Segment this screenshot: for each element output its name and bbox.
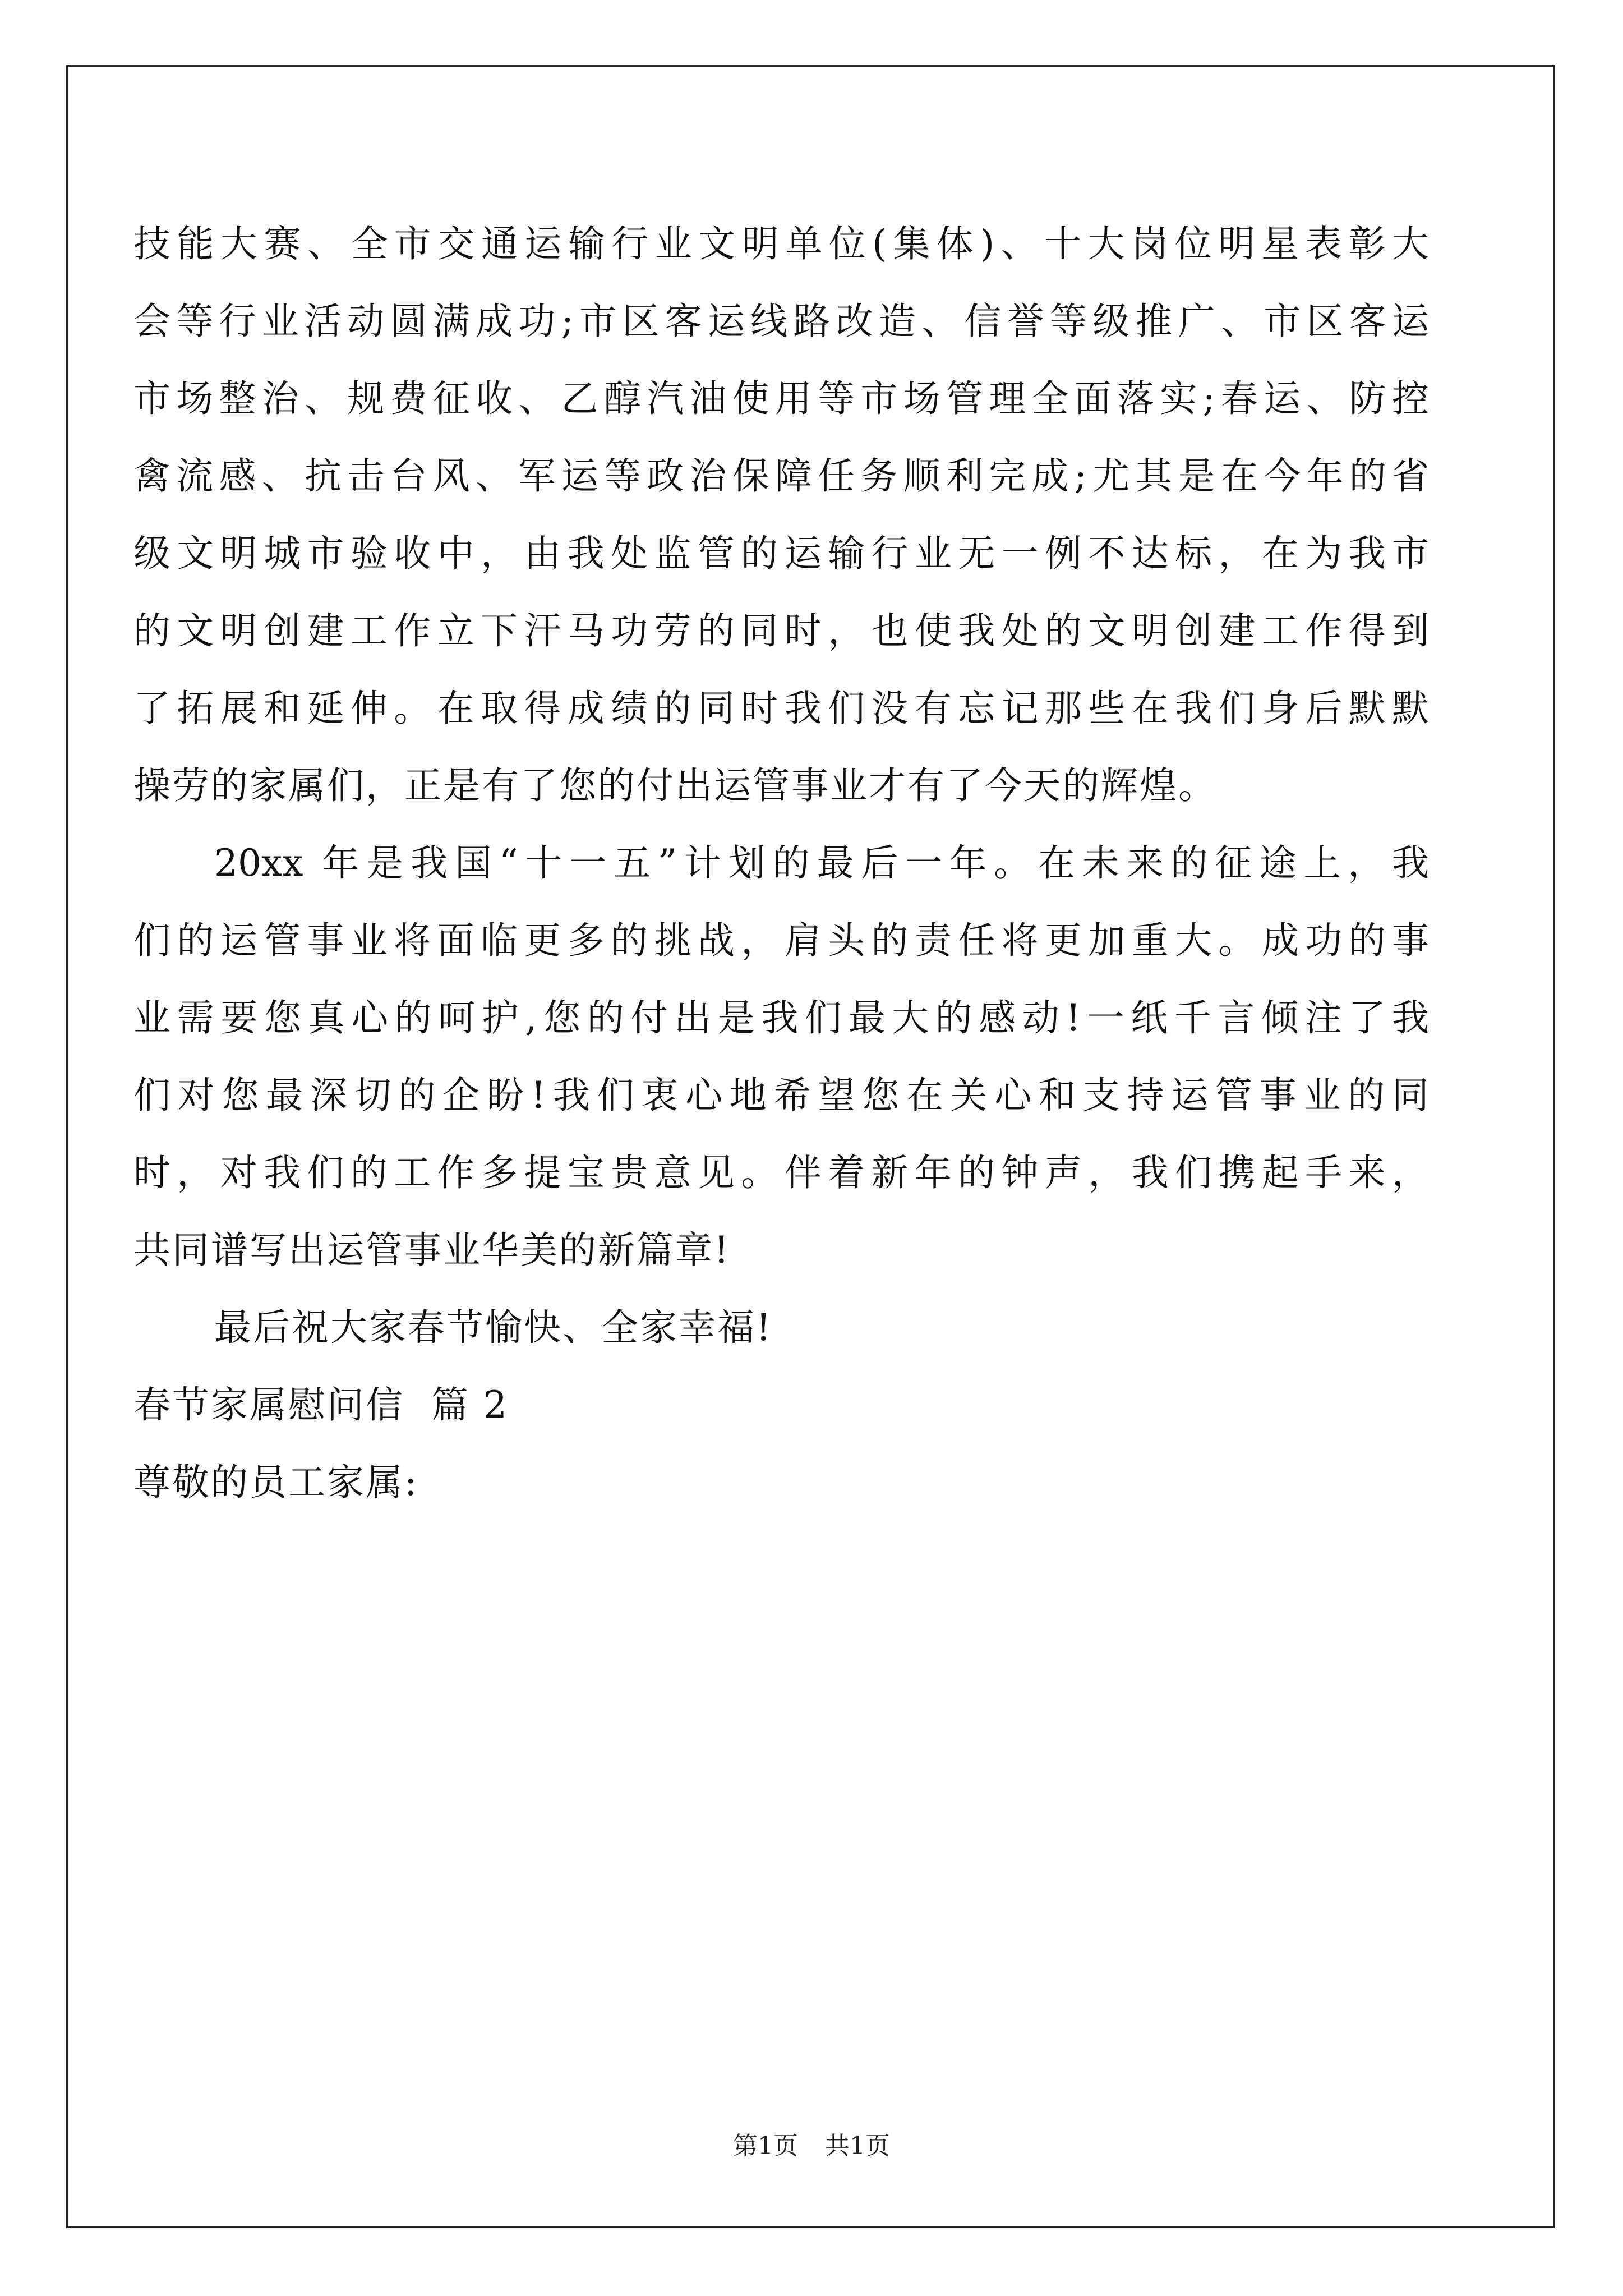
salutation: 尊敬的员工家属: [133,1461,419,1504]
page-total: 共1页 [825,2132,890,2160]
paragraph-2-line-3: 业需要您真心的呵护,您的付出是我们最大的感动!一纸千言倾注了我 [133,996,1429,1039]
body-line-6: 的文明创建工作立下汗马功劳的同时，也使我处的文明创建工作得到 [133,609,1429,652]
section-heading: 春节家属慰问信 篇 2 [133,1383,509,1427]
paragraph-2-line-6: 共同谱写出运管事业华美的新篇章! [133,1228,731,1272]
paragraph-2-line-2: 们的运管事业将面临更多的挑战，肩头的责任将更加重大。成功的事 [133,919,1429,962]
body-line-1: 技能大赛、全市交通运输行业文明单位(集体)、十大岗位明星表彰大 [133,222,1429,265]
paragraph-2-line-4: 们对您最深切的企盼!我们衷心地希望您在关心和支持运管事业的同 [133,1074,1429,1117]
body-line-8: 操劳的家属们，正是有了您的付出运管事业才有了今天的辉煌。 [133,764,1217,807]
page-footer [0,2129,1623,2163]
body-line-3: 市场整治、规费征收、乙醇汽油使用等市场管理全面落实;春运、防控 [133,377,1429,420]
page-number: 第1页 [733,2132,798,2160]
body-line-2: 会等行业活动圆满成功;市区客运线路改造、信誉等级推广、市区客运 [133,300,1429,343]
paragraph-2-line-1: 20xx 年是我国“十一五”计划的最后一年。在未来的征途上，我 [214,841,1429,885]
body-line-7: 了拓展和延伸。在取得成绩的同时我们没有忘记那些在我们身后默默 [133,687,1429,730]
body-line-4: 禽流感、抗击台风、军运等政治保障任务顺利完成;尤其是在今年的省 [133,454,1429,498]
paragraph-2-line-5: 时，对我们的工作多提宝贵意见。伴着新年的钟声，我们携起手来， [133,1151,1429,1194]
body-line-5: 级文明城市验收中，由我处监管的运输行业无一例不达标，在为我市 [133,532,1429,575]
closing-greeting: 最后祝大家春节愉快、全家幸福! [214,1306,773,1349]
